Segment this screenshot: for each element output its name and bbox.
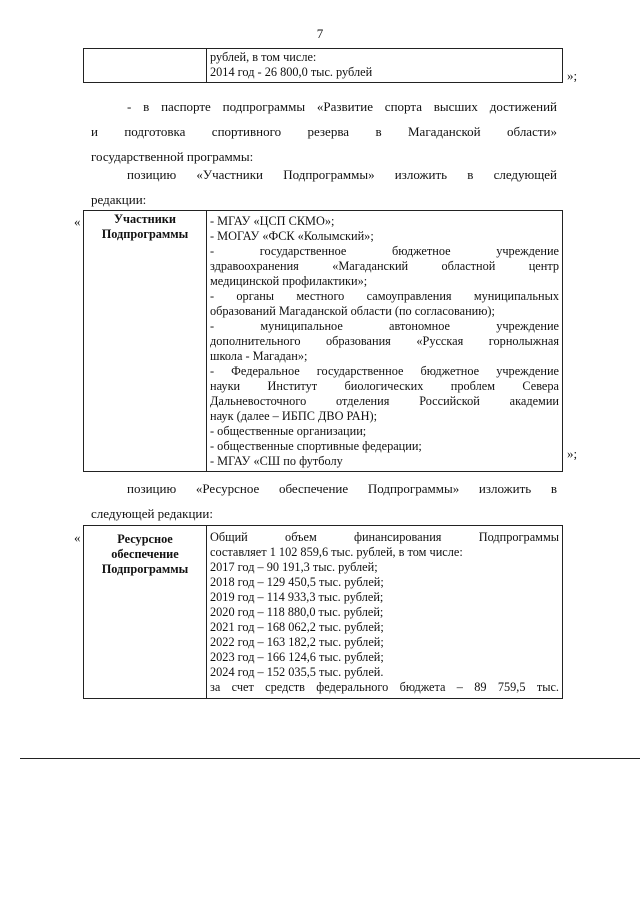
participant-line: науки Институт биологических проблем Севера [210,379,559,393]
participant-line: - Федеральное государственное бюджетное учреждение [210,364,559,378]
participant-line: - общественные организации; [210,424,367,438]
bottom-divider [20,758,640,759]
heading-line: Участники [114,212,176,226]
paragraph-resources [91,480,557,523]
text-line: 2014 год - 26 800,0 тыс. рублей [210,65,373,79]
closing-quote: »; [567,68,578,83]
resources-text-cell [207,526,563,699]
table-participants [83,210,563,472]
participant-line: образований Магаданской области (по согласованию); [210,304,495,318]
paragraph-line: государственной программы: [91,149,254,164]
resource-line: 2021 год – 168 062,2 тыс. рублей; [210,620,384,634]
paragraph-line: и подготовка спортивного резерва в Магаданской области» [91,124,557,139]
participant-line: - государственное бюджетное учреждение [210,244,559,258]
opening-quote: « [74,530,81,545]
closing-quote: »; [567,446,578,461]
participant-line: - МГАУ «СШ по футболу [210,454,343,468]
paragraph-line: редакции: [91,192,147,207]
table-continuation [83,48,563,83]
resource-line: 2020 год – 118 880,0 тыс. рублей; [210,605,384,619]
paragraph-participants [91,166,557,209]
resource-line: 2023 год – 166 124,6 тыс. рублей; [210,650,384,664]
table-resources [83,525,563,699]
table-continuation-head-cell [84,49,207,83]
paragraph-line: - в паспорте подпрограммы «Развитие спорта высших достижений [127,99,557,114]
resource-line: 2017 год – 90 191,3 тыс. рублей; [210,560,378,574]
heading-line: Ресурсное [117,532,173,546]
resource-line: 2018 год – 129 450,5 тыс. рублей; [210,575,384,589]
participant-line: - МГАУ «ЦСП СКМО»; [210,214,335,228]
resource-line: 2024 год – 152 035,5 тыс. рублей. [210,665,384,679]
participant-line: Дальневосточного отделения Российской академии [210,394,559,408]
text-line: рублей, в том числе: [210,50,317,64]
participant-line: дополнительного образования «Русская горнолыжная [210,334,559,348]
participant-line: наук (далее – ИБПС ДВО РАН); [210,409,378,423]
resource-line: составляет 1 102 859,6 тыс. рублей, в том числе: [210,545,463,559]
participant-line: - МОГАУ «ФСК «Колымский»; [210,229,374,243]
participant-line: медицинской профилактики»; [210,274,368,288]
participant-line: - органы местного самоуправления муниципальных [210,289,559,303]
participant-line: - общественные спортивные федерации; [210,439,422,453]
participants-list-cell [207,211,563,472]
participant-line: здравоохранения «Магаданский областной центр [210,259,559,273]
page-number: 7 [316,26,324,41]
paragraph-line: позицию «Участники Подпрограммы» изложить в следующей [127,167,557,182]
heading-line: Подпрограммы [101,227,189,241]
participant-line: школа - Магадан»; [210,349,308,363]
resource-line: 2019 год – 114 933,3 тыс. рублей; [210,590,384,604]
paragraph-line: следующей редакции: [91,506,213,521]
heading-line: Подпрограммы [101,562,189,576]
paragraph-passport [91,98,557,166]
table-continuation-text-cell [207,49,563,83]
resource-line: за счет средств федерального бюджета – 89 759,5 тыс. [210,680,559,694]
opening-quote: « [74,214,81,229]
resource-line: 2022 год – 163 182,2 тыс. рублей; [210,635,384,649]
resource-line: Общий объем финансирования Подпрограммы [210,530,559,544]
paragraph-line: позицию «Ресурсное обеспечение Подпрограммы» изложить в [127,481,557,496]
heading-line: обеспечение [111,547,179,561]
participants-heading-cell [84,211,207,472]
resources-heading-cell [84,526,207,699]
participant-line: - муниципальное автономное учреждение [210,319,559,333]
